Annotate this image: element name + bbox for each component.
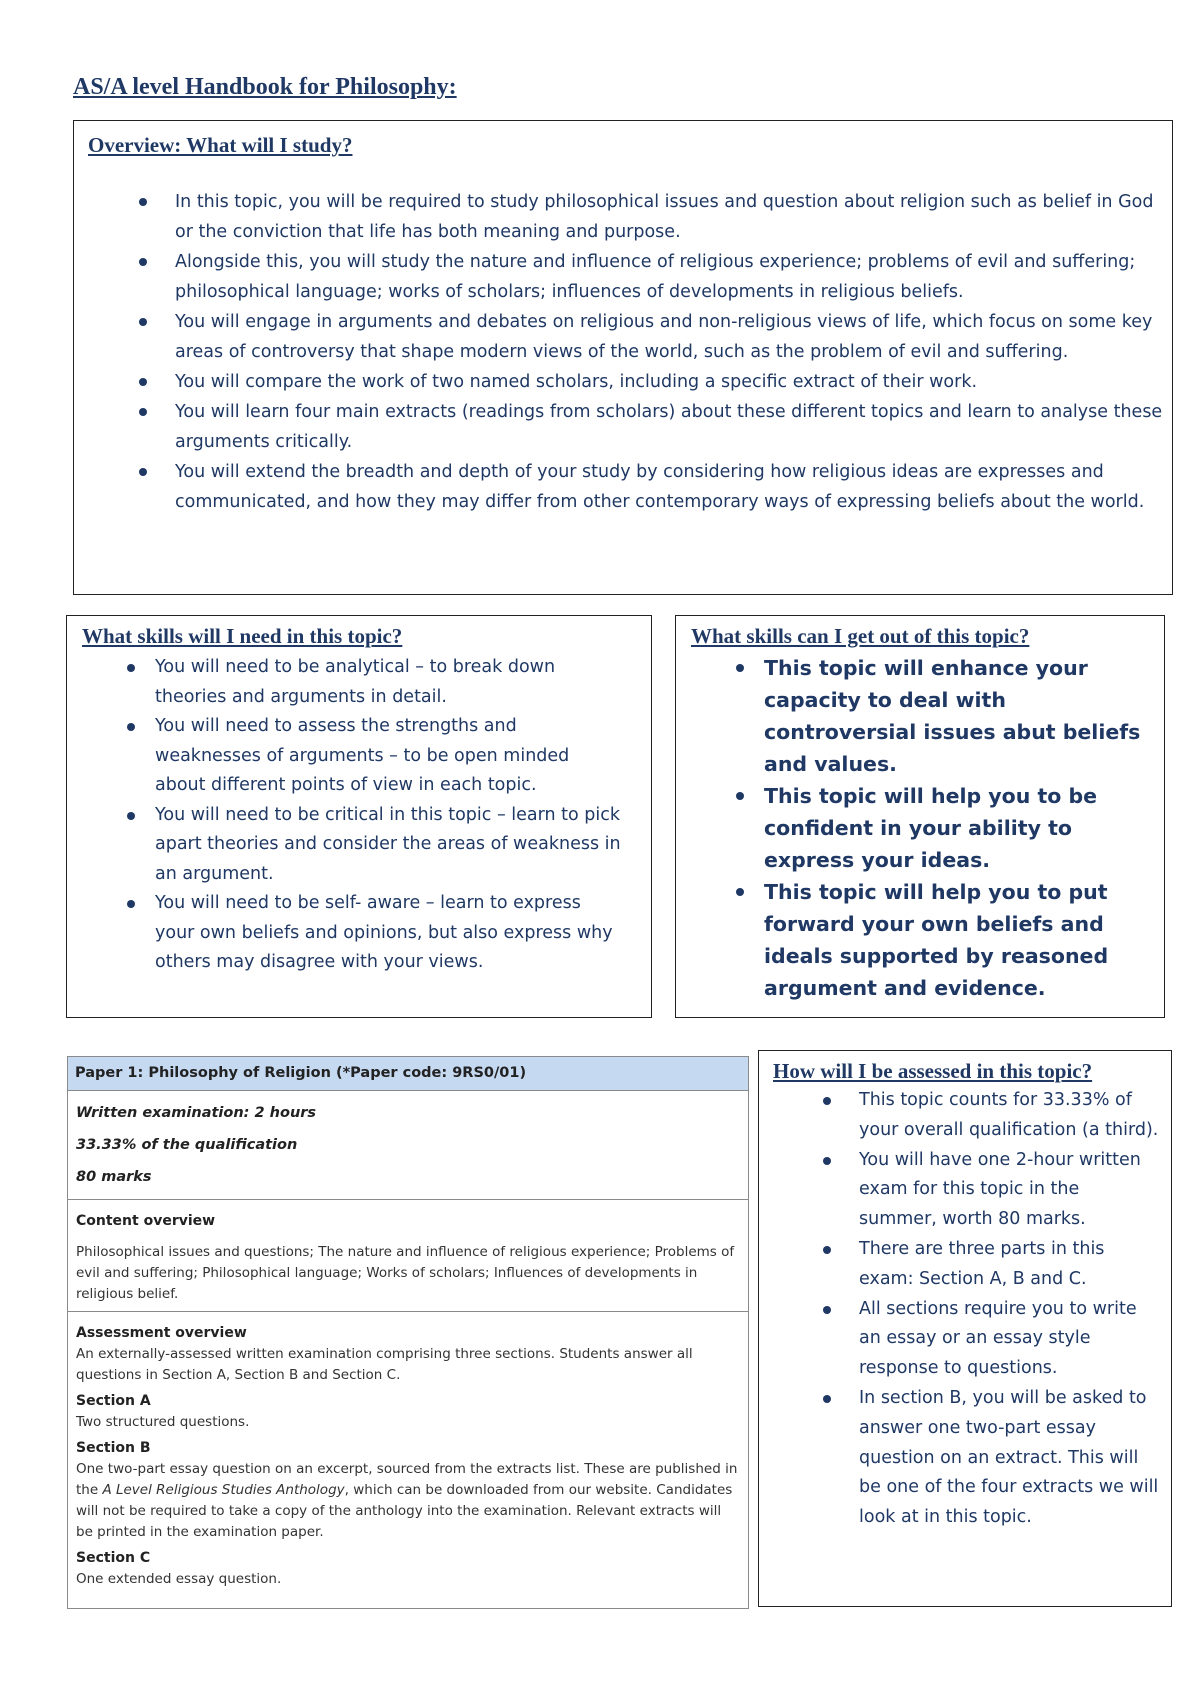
page-title: AS/A level Handbook for Philosophy: xyxy=(73,74,457,100)
list-item: There are three parts in this exam: Section A, B and C. xyxy=(773,1235,1159,1295)
skills-needed-box xyxy=(66,615,652,1018)
assessment-overview-label: Assessment overview xyxy=(76,1325,247,1341)
section-b-text: One two-part essay question on an excerpt, sourced from the extracts list. These are published in the A Level Religious Studies Anthology, which can be downloaded from our website. Candidates will not be required to take a copy of the anthology into the examination. Relevant extracts will be printed in the examination paper. xyxy=(76,1461,738,1540)
bullet-icon xyxy=(139,408,147,416)
anthology-title: A Level Religious Studies Anthology xyxy=(102,1482,345,1498)
section-a-label: Section A xyxy=(76,1393,151,1409)
list-item: This topic counts for 33.33% of your overall qualification (a third). xyxy=(773,1086,1159,1146)
bullet-icon xyxy=(823,1246,831,1254)
content-overview-label: Content overview xyxy=(76,1213,216,1229)
overview-list xyxy=(88,187,1172,517)
exam-duration: Written examination: 2 hours xyxy=(76,1105,317,1121)
assessment-box xyxy=(758,1050,1172,1607)
list-item: You will engage in arguments and debates on religious and non-religious views of life, which focus on some key areas of controversy that shape modern views of the world, such as the problem of evil and suffering. xyxy=(88,307,1175,367)
bullet-icon xyxy=(736,664,744,672)
list-item: You will learn four main extracts (readings from scholars) about these different topics and learn to analyse these arguments critically. xyxy=(88,397,1175,457)
bullet-icon xyxy=(139,468,147,476)
skills-gained-list xyxy=(691,652,1164,1004)
assessment-overview-text: An externally-assessed written examination comprising three sections. Students answer all questions in Section A, Section B and Section C. xyxy=(76,1346,693,1383)
bullet-icon xyxy=(823,1395,831,1403)
exam-details-section xyxy=(68,1091,748,1200)
assessment-heading: How will I be assessed in this topic? xyxy=(773,1059,1093,1083)
section-c-text: One extended essay question. xyxy=(76,1571,282,1587)
list-item: You will need to be self- aware – learn to express your own beliefs and opinions, but also express why others may disagree with your views. xyxy=(82,889,625,978)
exam-marks: 80 marks xyxy=(76,1169,152,1185)
exam-percent: 33.33% of the qualification xyxy=(76,1137,298,1153)
paper-spec-table xyxy=(67,1056,749,1609)
list-item: You will need to assess the strengths and weaknesses of arguments – to be open minded about different points of view in each topic. xyxy=(82,712,625,801)
bullet-icon xyxy=(127,812,135,820)
bullet-icon xyxy=(139,258,147,266)
skills-gained-heading: What skills can I get out of this topic? xyxy=(691,624,1030,648)
paper-header: Paper 1: Philosophy of Religion (*Paper code: 9RS0/01) xyxy=(68,1057,748,1091)
list-item: You will need to be critical in this topic – learn to pick apart theories and consider the areas of weakness in an argument. xyxy=(82,801,625,890)
bullet-icon xyxy=(139,378,147,386)
section-c-label: Section C xyxy=(76,1550,151,1566)
list-item: This topic will help you to be confident in your ability to express your ideas. xyxy=(691,780,1149,876)
list-item: This topic will enhance your capacity to deal with controversial issues abut beliefs and values. xyxy=(691,652,1149,780)
bullet-icon xyxy=(139,318,147,326)
list-item: Alongside this, you will study the nature and influence of religious experience; problems of evil and suffering; philosophical language; works of scholars; influences of developments in religious beliefs. xyxy=(88,247,1175,307)
list-item: In this topic, you will be required to study philosophical issues and question about religion such as belief in God or the conviction that life has both meaning and purpose. xyxy=(88,187,1175,247)
list-item: All sections require you to write an essay or an essay style response to questions. xyxy=(773,1295,1159,1384)
list-item: You will have one 2-hour written exam for this topic in the summer, worth 80 marks. xyxy=(773,1146,1159,1235)
bullet-icon xyxy=(823,1097,831,1105)
bullet-icon xyxy=(127,723,135,731)
overview-heading: Overview: What will I study? xyxy=(88,133,353,157)
section-a-text: Two structured questions. xyxy=(76,1414,250,1430)
bullet-icon xyxy=(823,1157,831,1165)
content-overview-section xyxy=(68,1200,748,1312)
overview-box xyxy=(73,120,1173,595)
assessment-overview-section xyxy=(68,1312,748,1596)
bullet-icon xyxy=(736,888,744,896)
bullet-icon xyxy=(736,792,744,800)
list-item: You will compare the work of two named scholars, including a specific extract of their work. xyxy=(88,367,1175,397)
list-item: This topic will help you to put forward your own beliefs and ideals supported by reasoned argument and evidence. xyxy=(691,876,1149,1004)
skills-needed-heading: What skills will I need in this topic? xyxy=(82,624,403,648)
list-item: In section B, you will be asked to answer one two-part essay question on an extract. This will be one of the four extracts we will look at in this topic. xyxy=(773,1384,1159,1533)
bullet-icon xyxy=(823,1306,831,1314)
section-b-label: Section B xyxy=(76,1440,151,1456)
assessment-list xyxy=(773,1086,1171,1533)
skills-gained-box xyxy=(675,615,1165,1018)
list-item: You will extend the breadth and depth of your study by considering how religious ideas are expresses and communicated, and how they may differ from other contemporary ways of expressing beliefs about the world. xyxy=(88,457,1175,517)
bullet-icon xyxy=(139,198,147,206)
bullet-icon xyxy=(127,900,135,908)
skills-needed-list xyxy=(82,653,651,978)
content-overview-text: Philosophical issues and questions; The nature and influence of religious experience; Problems of evil and suffering; Philosophical language; Works of scholars; Influences of developments in religious belief. xyxy=(76,1244,735,1302)
bullet-icon xyxy=(127,664,135,672)
list-item: You will need to be analytical – to break down theories and arguments in detail. xyxy=(82,653,625,712)
